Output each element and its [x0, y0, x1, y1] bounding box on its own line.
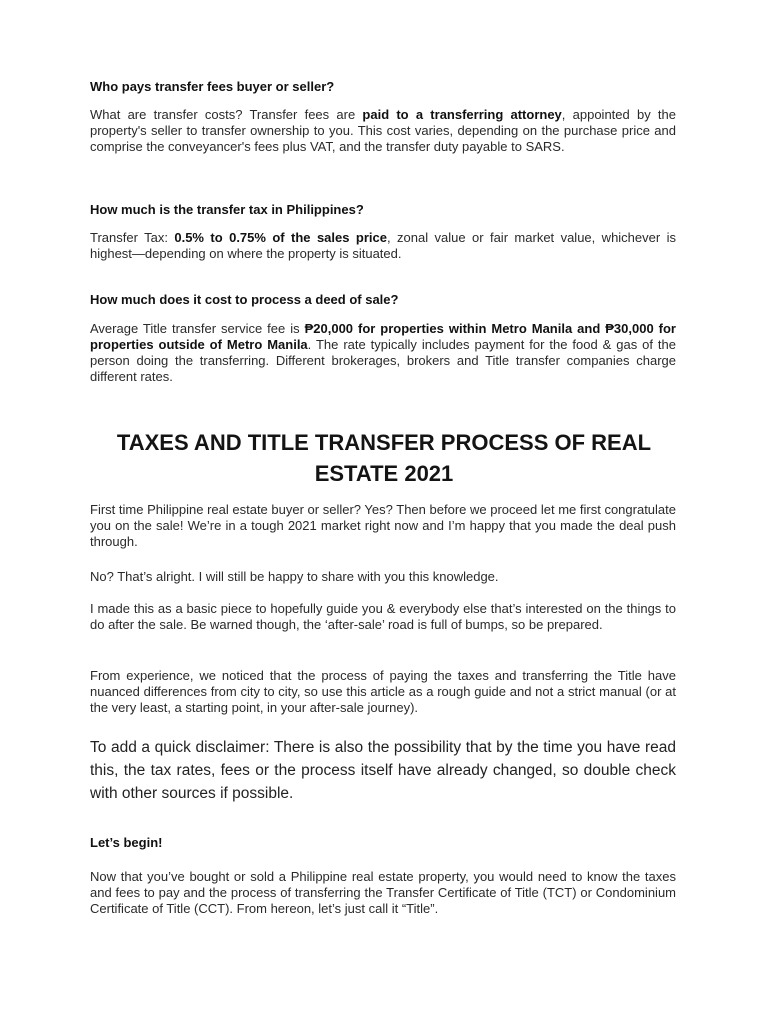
section-subheading: Let’s begin!	[90, 835, 163, 850]
article-paragraph: From experience, we noticed that the process of paying the taxes and transferring the Title have nuanced differences from city to city, so use this article as a rough guide and not a strict manual (or at the very least, a starting point, in your after-sale journey).	[90, 668, 676, 715]
emphasis-transferring-attorney: paid to a transferring attorney	[362, 107, 562, 122]
article-paragraph: No? That’s alright. I will still be happy to share with you this knowledge.	[90, 569, 499, 584]
question-transfer-fees: Who pays transfer fees buyer or seller?	[90, 79, 335, 94]
answer-transfer-fees: What are transfer costs? Transfer fees are paid to a transferring attorney, appointed by the property's seller to transfer ownership to you. This cost varies, depending on the purchase price and comprise the conveyancer's fees plus VAT, and the transfer duty payable to SARS.	[90, 107, 677, 154]
article-title: TAXES AND TITLE TRANSFER PROCESS OF REAL ESTATE 2021	[116, 430, 652, 486]
article-paragraph: Now that you’ve bought or sold a Philippine real estate property, you would need to know the taxes and fees to pay and the process of transferring the Transfer Certificate of Title (TCT) or Condominium Certificate of Title (CCT). From hereon, let’s just call it “Title”.	[90, 869, 676, 916]
disclaimer-paragraph: To add a quick disclaimer: There is also the possibility that by the time you have read this, the tax rates, fees or the process itself have already changed, so double check with other sources if possible.	[90, 739, 676, 802]
article-paragraph: First time Philippine real estate buyer or seller? Yes? Then before we proceed let me first congratulate you on the sale! We’re in a tough 2021 market right now and I’m happy that you made the deal push through.	[90, 502, 676, 549]
answer-transfer-tax: Transfer Tax: 0.5% to 0.75% of the sales price, zonal value or fair market value, whichever is highest—depending on where the property is situated.	[90, 230, 677, 261]
emphasis-tax-rate: 0.5% to 0.75% of the sales price	[174, 230, 387, 245]
answer-deed-of-sale: Average Title transfer service fee is ₱20,000 for properties within Metro Manila and ₱30,000 for properties outside of Metro Manila. The rate typically includes payment for the food & gas of the person doing the transferring. Different brokerages, brokers and Title transfer companies charge different rates.	[90, 321, 677, 384]
question-deed-of-sale: How much does it cost to process a deed of sale?	[90, 292, 399, 307]
question-transfer-tax: How much is the transfer tax in Philippines?	[90, 202, 364, 217]
article-paragraph: I made this as a basic piece to hopefully guide you & everybody else that’s interested on the things to do after the sale. Be warned though, the ‘after-sale’ road is full of bumps, so be prepared.	[90, 601, 676, 632]
emphasis-service-fee: ₱20,000 for properties within Metro Manila and ₱30,000 for properties outside of Metro Manila	[90, 321, 676, 352]
